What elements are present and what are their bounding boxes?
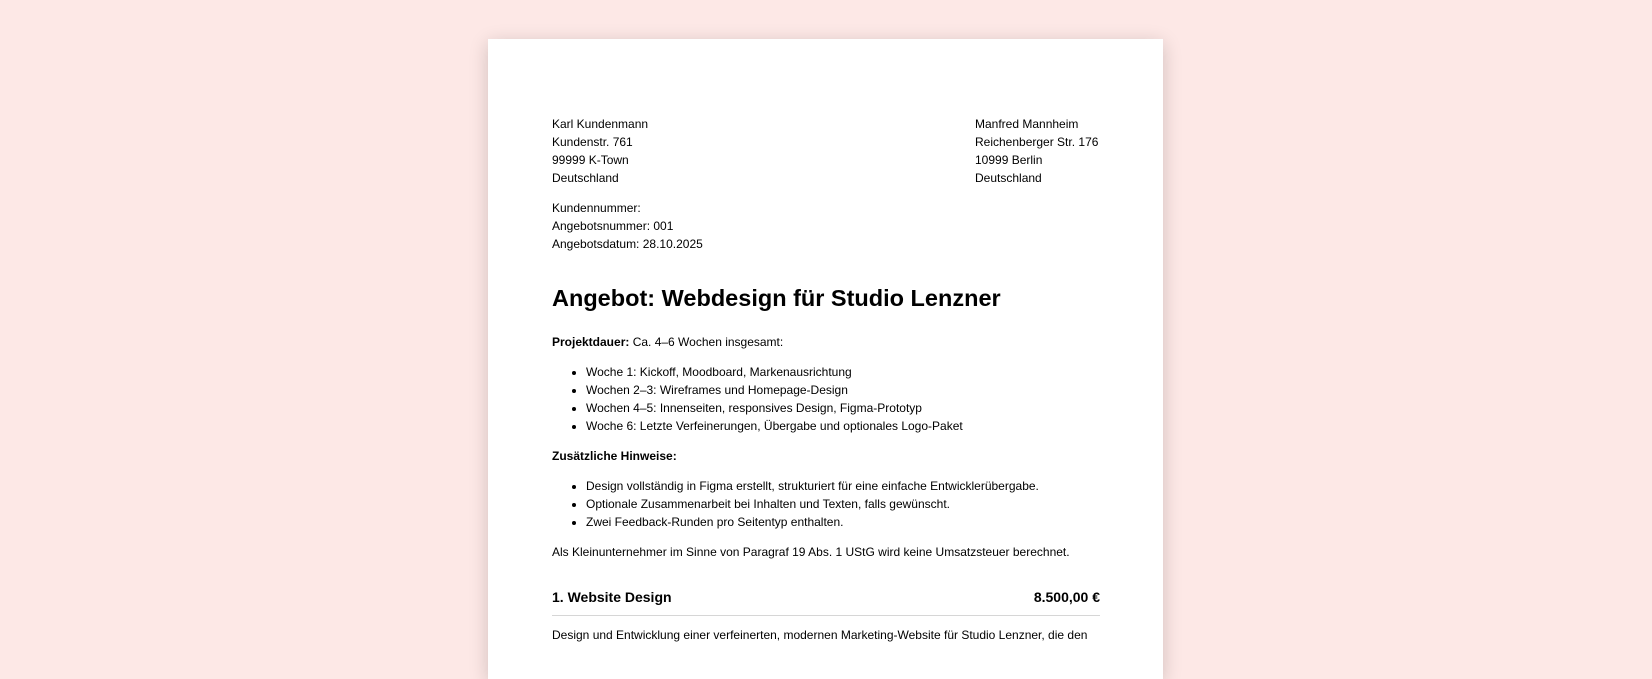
- list-item: • Zwei Feedback-Runden pro Seitentyp enthalten.: [586, 513, 1100, 531]
- recipient-country: Deutschland: [975, 171, 1042, 185]
- line-item-price: 8.500,00 €: [1033, 589, 1100, 605]
- list-item: • Wochen 2–3: Wireframes und Homepage-Design: [586, 381, 1100, 399]
- document-page: [488, 39, 1163, 679]
- recipient-street: Reichenberger Str. 176: [975, 135, 1099, 149]
- offer-meta: [552, 199, 1100, 253]
- offer-number: Angebotsnummer: 001: [552, 219, 674, 233]
- line-item-description: Design und Entwicklung einer verfeinerten, modernen Marketing-Website für Studio Lenzner, die den: [552, 628, 1088, 642]
- line-item-header: [552, 587, 1100, 616]
- sender-country: Deutschland: [552, 171, 619, 185]
- tax-note: Als Kleinunternehmer im Sinne von Paragraf 19 Abs. 1 UStG wird keine Umsatzsteuer berechnet.: [552, 545, 1070, 559]
- notes-list: [552, 477, 1100, 531]
- list-item: • Wochen 4–5: Innenseiten, responsives Design, Figma-Prototyp: [586, 399, 1100, 417]
- line-item-title: 1. Website Design: [552, 589, 672, 605]
- list-item: • Woche 6: Letzte Verfeinerungen, Übergabe und optionales Logo-Paket: [586, 417, 1100, 435]
- customer-number: Kundennummer:: [552, 201, 641, 215]
- list-item: • Woche 1: Kickoff, Moodboard, Markenausrichtung: [586, 363, 1100, 381]
- sender-address: [552, 115, 648, 187]
- list-item: • Design vollständig in Figma erstellt, strukturiert für eine einfache Entwicklerübergabe.: [586, 477, 1100, 495]
- recipient-address: [975, 115, 1100, 187]
- page-title: Angebot: Webdesign für Studio Lenzner: [552, 285, 1001, 311]
- address-section: [552, 115, 1100, 187]
- sender-city: 99999 K-Town: [552, 153, 629, 167]
- offer-date: Angebotsdatum: 28.10.2025: [552, 237, 703, 251]
- phase-list: [552, 363, 1100, 435]
- sender-street: Kundenstr. 761: [552, 135, 633, 149]
- notes-title: Zusätzliche Hinweise:: [552, 449, 677, 463]
- duration-label: Projektdauer:: [552, 335, 630, 349]
- project-duration: [552, 333, 1100, 351]
- duration-value: Ca. 4–6 Wochen insgesamt:: [629, 335, 784, 349]
- recipient-name: Manfred Mannheim: [975, 117, 1079, 131]
- list-item: • Optionale Zusammenarbeit bei Inhalten und Texten, falls gewünscht.: [586, 495, 1100, 513]
- document-content: [552, 115, 1100, 644]
- sender-name: Karl Kundenmann: [552, 117, 649, 131]
- recipient-city: 10999 Berlin: [975, 153, 1043, 167]
